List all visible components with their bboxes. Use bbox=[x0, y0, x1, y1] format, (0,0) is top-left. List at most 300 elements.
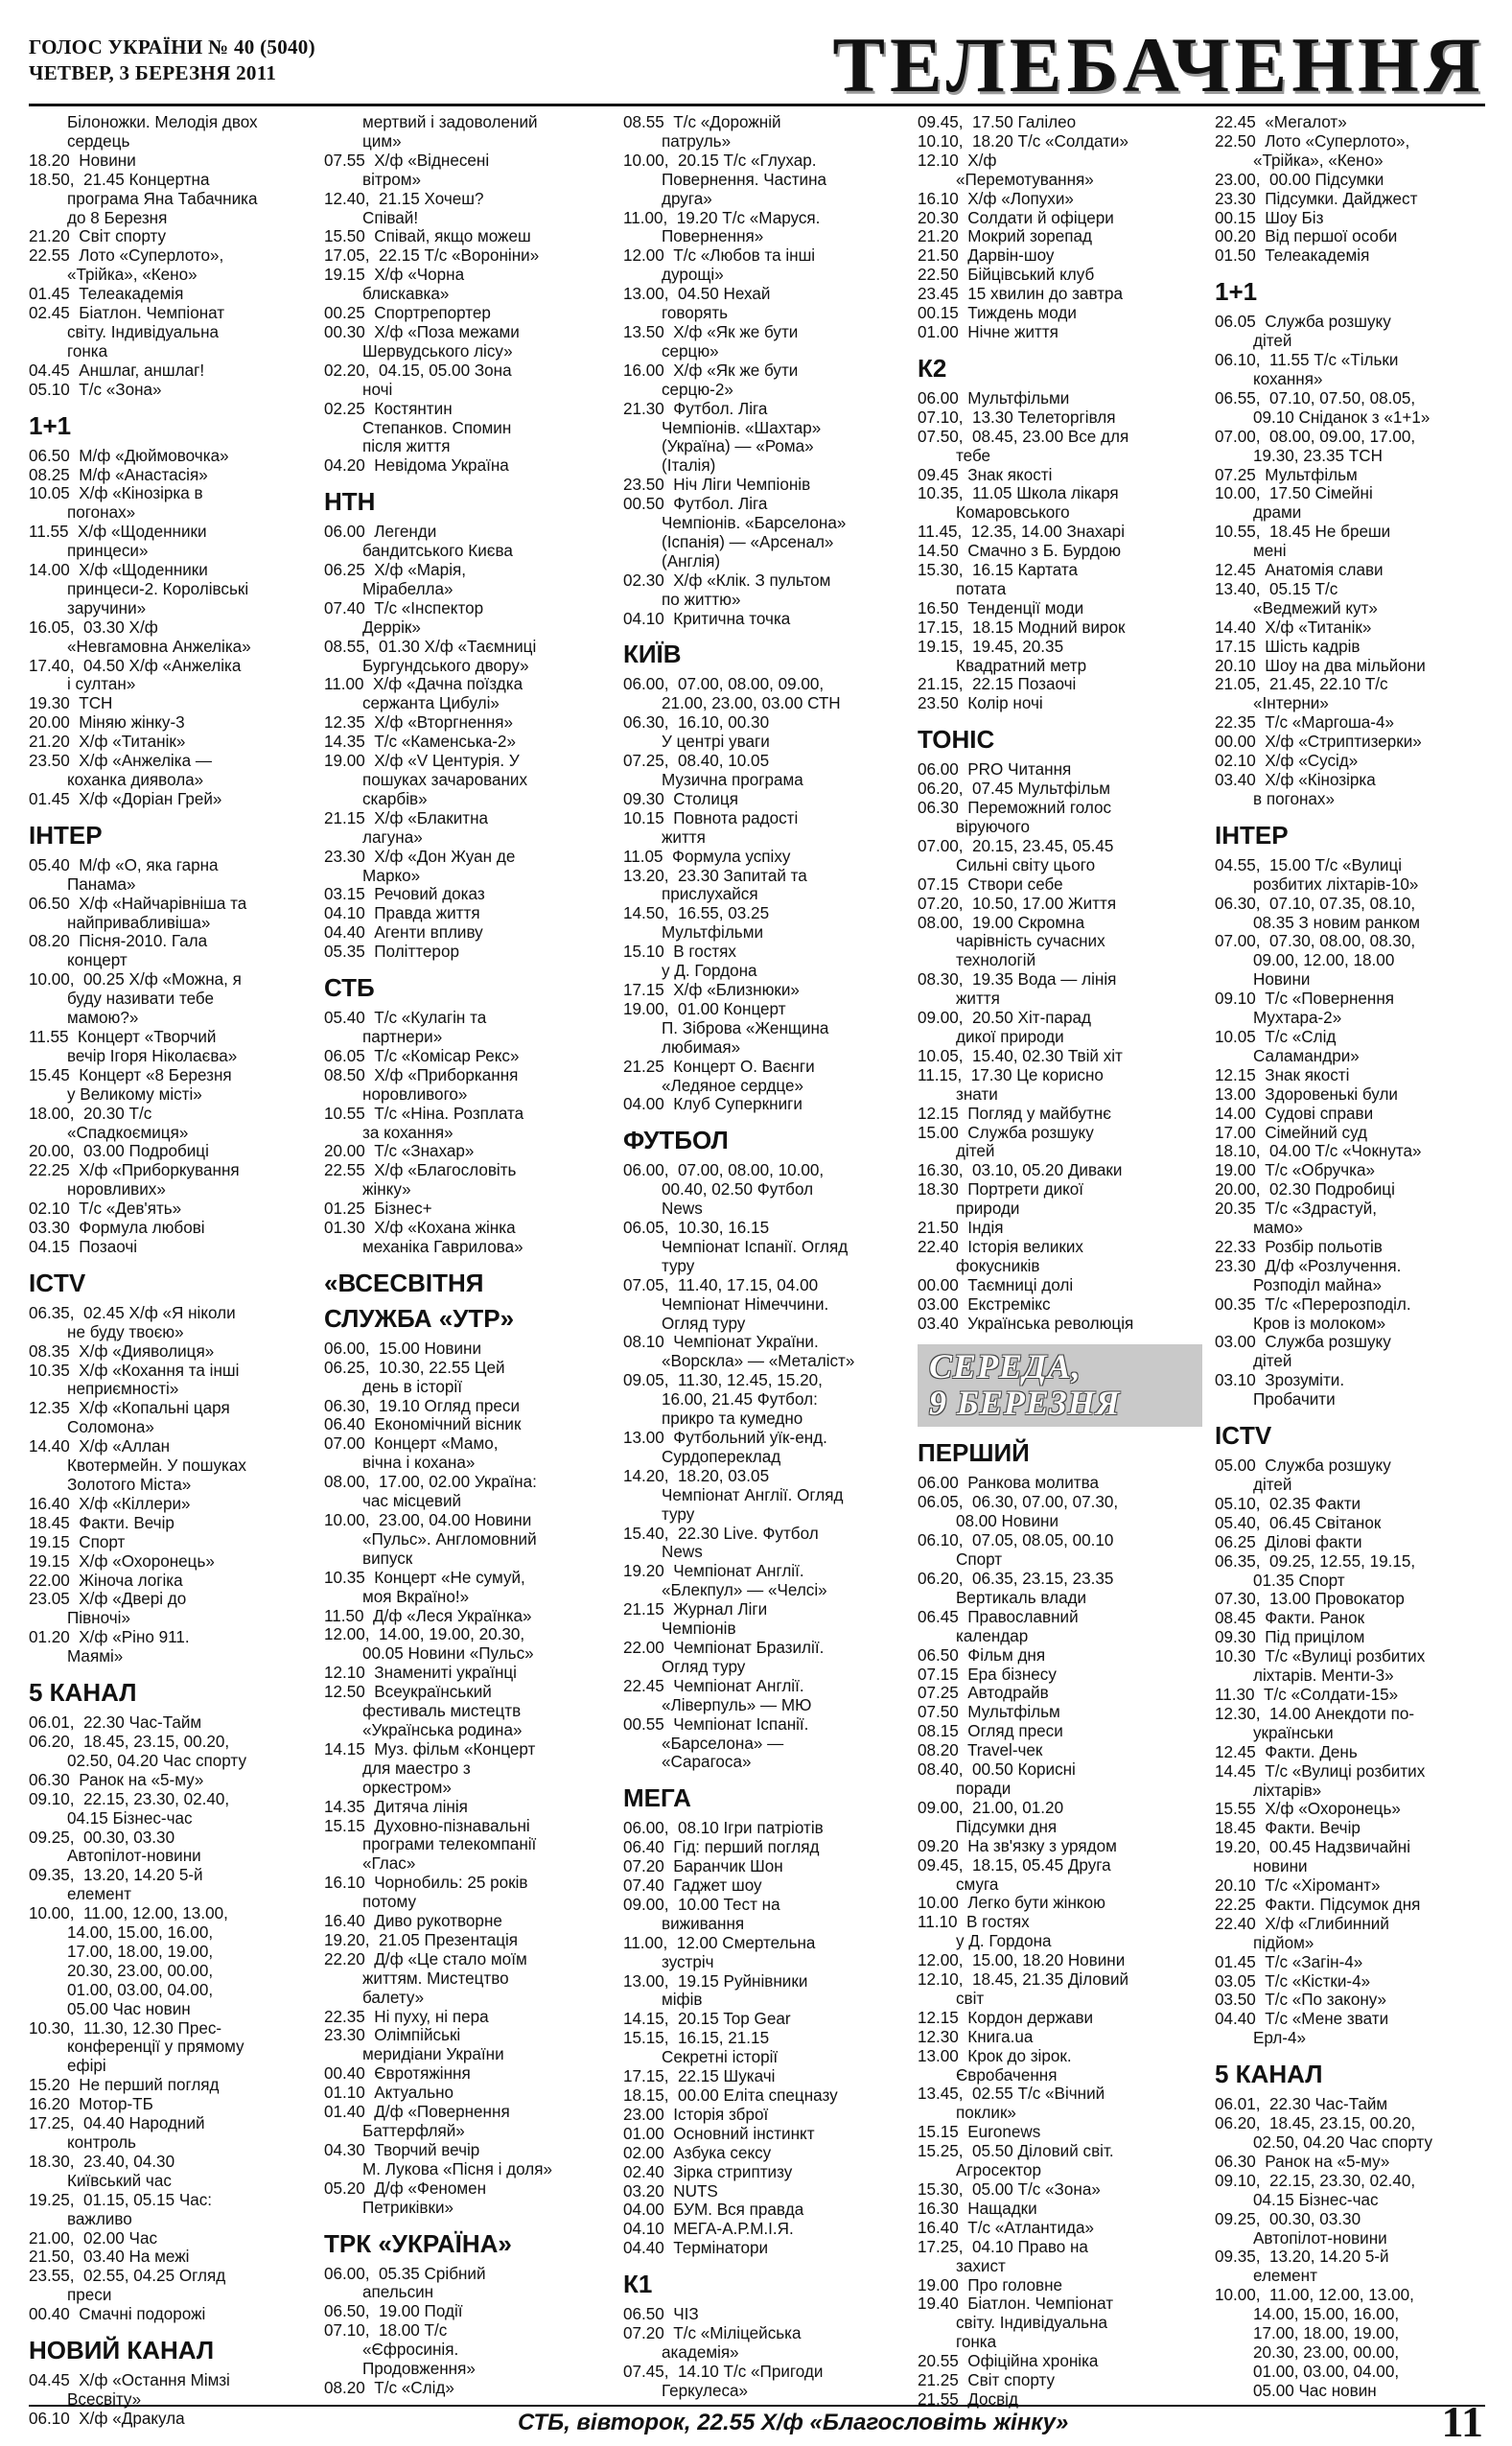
program-continuation: світу. Індивідуальна bbox=[956, 2314, 1108, 2333]
program-continuation: 09.10 Сніданок з «1+1» bbox=[1253, 408, 1431, 427]
program-continuation: 04.15 Бізнес-час bbox=[67, 1808, 193, 1828]
masthead-divider bbox=[29, 104, 1485, 106]
program-entry: 05.40 Т/с «Кулагін та bbox=[324, 1009, 487, 1028]
program-continuation: Продовження» bbox=[362, 2360, 476, 2379]
program-entry: 07.25 Мультфільм bbox=[1215, 465, 1358, 484]
program-entry: 12.00, 15.00, 18.20 Новини bbox=[918, 1951, 1126, 1970]
program-continuation: знати bbox=[956, 1084, 998, 1104]
program-continuation: Автопілот-новини bbox=[67, 1847, 201, 1866]
program-entry: 11.50 Д/ф «Леся Українка» bbox=[324, 1606, 532, 1625]
program-entry: 07.00, 20.15, 23.45, 05.45 bbox=[918, 836, 1114, 855]
program-entry: 22.33 Розбір польотів bbox=[1215, 1237, 1383, 1256]
program-entry: 06.40 Економічний вісник bbox=[324, 1415, 522, 1434]
program-entry: 06.00, 07.00, 08.00, 09.00, bbox=[623, 675, 825, 694]
program-entry: 00.40 Смачні подорожі bbox=[29, 2305, 206, 2324]
program-continuation: поклик» bbox=[956, 2104, 1016, 2123]
program-entry: 22.00 Жіноча логіка bbox=[29, 1571, 183, 1590]
program-entry: 02.20, 04.15, 05.00 Зона bbox=[324, 361, 512, 380]
program-continuation: ліхтарів. Менти-3» bbox=[1253, 1666, 1394, 1686]
program-entry: 19.30 ТСН bbox=[29, 694, 113, 713]
program-entry: 03.10 Зрозуміти. bbox=[1215, 1371, 1345, 1390]
program-continuation: Соломона» bbox=[67, 1418, 154, 1437]
channel-heading: СТБ bbox=[324, 973, 375, 1003]
program-continuation: дикої природи bbox=[956, 1027, 1064, 1046]
program-continuation: (Англія) bbox=[662, 551, 721, 571]
program-continuation: чарівність сучасних bbox=[956, 932, 1105, 951]
program-entry: 16.10 Чорнобиль: 25 років bbox=[324, 1874, 528, 1893]
program-continuation: Мірабелла» bbox=[362, 579, 454, 598]
program-entry: 06.30 Переможний голос bbox=[918, 799, 1112, 818]
program-entry: 09.00, 10.00 Тест на bbox=[623, 1895, 780, 1914]
program-continuation: час місцевий bbox=[362, 1492, 462, 1511]
program-entry: 08.55 Т/с «Дорожній bbox=[623, 113, 781, 131]
program-entry: 10.30, 11.30, 12.30 Прес- bbox=[29, 2018, 222, 2038]
program-entry: 10.55 Т/с «Ніна. Розплата bbox=[324, 1104, 524, 1123]
program-entry: 00.00 Таємниці долі bbox=[918, 1275, 1074, 1294]
program-continuation: фокусників bbox=[956, 1256, 1040, 1275]
program-entry: 20.10 Т/с «Хіромант» bbox=[1215, 1876, 1381, 1896]
program-entry: 03.00 Екстремікс bbox=[918, 1294, 1051, 1314]
program-entry: 15.30, 05.00 Т/с «Зона» bbox=[918, 2180, 1101, 2199]
program-entry: 11.10 В гостях bbox=[918, 1913, 1030, 1932]
program-entry: 04.45 Аншлаг, аншлаг! bbox=[29, 361, 205, 380]
program-entry: 09.25, 00.30, 03.30 bbox=[1215, 2209, 1361, 2228]
program-entry: 06.30, 16.10, 00.30 bbox=[623, 713, 770, 733]
program-continuation: найпривабливіша» bbox=[67, 913, 211, 932]
program-continuation: принцеси-2. Королівські bbox=[67, 579, 249, 598]
program-entry: 05.20 Д/ф «Феномен bbox=[324, 2178, 487, 2198]
program-entry: 10.35 Х/ф «Кохання та інші bbox=[29, 1361, 240, 1380]
program-entry: 08.45 Факти. Ранок bbox=[1215, 1609, 1365, 1628]
program-entry: 10.00, 17.50 Сімейні bbox=[1215, 484, 1373, 503]
program-entry: 16.40 Т/с «Атлантида» bbox=[918, 2218, 1095, 2237]
program-continuation: (Іспанія) — «Арсенал» bbox=[662, 532, 834, 551]
program-entry: 01.40 Д/ф «Повернення bbox=[324, 2103, 510, 2122]
program-entry: 22.55 Х/ф «Благословіть bbox=[324, 1161, 517, 1180]
program-entry: 08.40, 00.50 Корисні bbox=[918, 1760, 1076, 1780]
program-entry: 22.50 Лото «Суперлото», bbox=[1215, 131, 1410, 151]
program-continuation: жінку» bbox=[362, 1180, 411, 1200]
program-entry: 06.00, 07.00, 08.00, 10.00, bbox=[623, 1161, 825, 1180]
listing-column-5 bbox=[1215, 113, 1493, 2405]
listing-column-2 bbox=[324, 113, 616, 2405]
program-entry: 12.45 Анатомія слави bbox=[1215, 561, 1384, 580]
channel-heading: ICTV bbox=[29, 1268, 86, 1297]
program-continuation: програми телекомпанії bbox=[362, 1835, 537, 1854]
program-entry: 04.10 Критична точка bbox=[623, 609, 791, 628]
program-continuation: драми bbox=[1253, 503, 1302, 523]
program-continuation: по життю» bbox=[662, 590, 741, 609]
program-continuation: М. Лукова «Пісня і доля» bbox=[362, 2159, 552, 2178]
program-entry: 08.25 М/ф «Анастасія» bbox=[29, 465, 208, 484]
program-entry: 22.50 Бійцівський клуб bbox=[918, 266, 1095, 285]
program-entry: 16.40 Диво рукотворне bbox=[324, 1912, 502, 1931]
program-entry: 09.00, 20.50 Хіт-парад bbox=[918, 1009, 1092, 1028]
program-entry: 21.20 Х/ф «Титанік» bbox=[29, 733, 186, 752]
program-entry: 10.00, 20.15 Т/с «Глухар. bbox=[623, 151, 817, 170]
program-entry: 08.30, 19.35 Вода — лінія bbox=[918, 970, 1117, 990]
program-entry: 05.35 Політтерор bbox=[324, 943, 459, 962]
program-entry: 22.40 Історія великих bbox=[918, 1237, 1083, 1256]
program-entry: 10.55, 18.45 Не бреши bbox=[1215, 523, 1391, 542]
program-entry: 10.15 Повнота радості bbox=[623, 808, 799, 827]
program-entry: 18.15, 00.00 Еліта спецназу bbox=[623, 2086, 838, 2105]
program-entry: 06.00 Мультфільми bbox=[918, 388, 1070, 408]
program-entry: 21.15, 22.15 Позаочі bbox=[918, 675, 1077, 694]
program-entry: 02.30 Х/ф «Клік. З пультом bbox=[623, 571, 831, 590]
program-entry: 15.15, 16.15, 21.15 bbox=[623, 2029, 770, 2048]
program-entry: 23.30 Олімпійські bbox=[324, 2026, 461, 2045]
program-entry: 16.30, 03.10, 05.20 Диваки bbox=[918, 1161, 1123, 1180]
program-entry: 19.00 Про головне bbox=[918, 2275, 1063, 2295]
program-entry: 01.45 Х/ф «Доріан Грей» bbox=[29, 789, 222, 808]
program-continuation: 14.00, 15.00, 16.00, bbox=[1253, 2305, 1400, 2324]
program-continuation: 01.00, 03.00, 04.00, bbox=[67, 1980, 214, 1999]
program-entry: 07.20 Т/с «Міліцейська bbox=[623, 2324, 802, 2343]
program-entry: 19.00 Т/с «Обручка» bbox=[1215, 1161, 1375, 1180]
program-entry: 19.15 Спорт bbox=[29, 1532, 126, 1551]
program-entry: 19.15 Х/ф «Охоронець» bbox=[29, 1551, 215, 1571]
program-continuation: і султан» bbox=[67, 675, 136, 694]
program-continuation: серцю-2» bbox=[662, 380, 733, 399]
program-entry: 07.45, 14.10 Т/с «Пригоди bbox=[623, 2362, 824, 2381]
day-banner bbox=[918, 1344, 1202, 1427]
program-entry: 17.15 Х/ф «Близнюки» bbox=[623, 980, 800, 999]
program-continuation: тебе bbox=[956, 446, 991, 465]
program-entry: 19.15 Х/ф «Чорна bbox=[324, 266, 465, 285]
program-entry: 09.30 Столиця bbox=[623, 789, 738, 808]
program-continuation: зустріч bbox=[662, 1952, 714, 1971]
program-entry: 12.10 Х/ф bbox=[918, 151, 997, 170]
program-entry: 09.25, 00.30, 03.30 bbox=[29, 1828, 175, 1847]
program-entry: 04.10 Правда життя bbox=[324, 904, 480, 923]
program-continuation: елемент bbox=[1253, 2267, 1317, 2286]
program-entry: 12.10 Знамениті українці bbox=[324, 1664, 517, 1683]
program-entry: 18.00, 20.30 Т/с bbox=[29, 1104, 152, 1123]
program-continuation: Мухтара-2» bbox=[1253, 1009, 1342, 1028]
program-entry: 15.15 Euronews bbox=[918, 2123, 1041, 2142]
program-entry: 06.50 М/ф «Дюймовочка» bbox=[29, 446, 229, 465]
channel-heading: К2 bbox=[918, 353, 947, 383]
channel-heading: 1+1 bbox=[1215, 277, 1258, 307]
program-entry: 21.25 Концерт О. Ваєнги bbox=[623, 1057, 815, 1076]
program-entry: 21.50 Дарвін-шоу bbox=[918, 246, 1055, 266]
program-entry: 06.01, 22.30 Час-Тайм bbox=[1215, 2095, 1388, 2114]
program-entry: 01.25 Бізнес+ bbox=[324, 1200, 432, 1219]
issue-date: ЧЕТВЕР, 3 БЕРЕЗНЯ 2011 bbox=[29, 61, 277, 84]
program-entry: 00.15 Шоу Біз bbox=[1215, 208, 1324, 227]
program-continuation: Автопілот-новини bbox=[1253, 2228, 1387, 2248]
program-continuation: елемент bbox=[67, 1885, 131, 1904]
program-continuation: у Д. Гордона bbox=[662, 962, 757, 981]
program-continuation: бандитського Києва bbox=[362, 542, 513, 561]
program-continuation: Сильні світу цього bbox=[956, 855, 1096, 874]
program-entry: 17.15 Шість кадрів bbox=[1215, 637, 1361, 656]
channel-heading: КИЇВ bbox=[623, 640, 682, 669]
program-entry: 08.55, 01.30 Х/ф «Таємниці bbox=[324, 637, 537, 656]
program-continuation: мені bbox=[1253, 542, 1287, 561]
program-entry: 18.20 Новини bbox=[29, 151, 136, 170]
program-continuation: академія» bbox=[662, 2342, 739, 2362]
program-continuation: «Сарагоса» bbox=[662, 1753, 752, 1772]
program-entry: 06.55, 07.10, 07.50, 08.05, bbox=[1215, 388, 1416, 408]
program-continuation: мамою?» bbox=[67, 1009, 139, 1028]
listing-column-1 bbox=[29, 113, 316, 2428]
program-entry: 14.35 Т/с «Каменська-2» bbox=[324, 733, 516, 752]
program-continuation: ліхтарів» bbox=[1253, 1781, 1322, 1800]
program-entry: 07.10, 18.00 Т/с bbox=[324, 2321, 448, 2341]
program-continuation: підйом» bbox=[1253, 1933, 1314, 1952]
program-entry: 10.05, 15.40, 02.30 Твій хіт bbox=[918, 1046, 1123, 1065]
program-entry: 22.35 Т/с «Маргоша-4» bbox=[1215, 713, 1395, 733]
program-entry: 14.20, 18.20, 03.05 bbox=[623, 1466, 770, 1485]
program-continuation: 02.50, 04.20 Час спорту bbox=[67, 1751, 247, 1770]
program-continuation: поради bbox=[956, 1779, 1012, 1798]
program-entry: 20.00, 02.30 Подробиці bbox=[1215, 1180, 1395, 1200]
program-continuation: Ерл-4» bbox=[1253, 2029, 1307, 2048]
program-entry: 14.15, 20.15 Top Gear bbox=[623, 2010, 791, 2029]
program-entry: 23.05 Х/ф «Двері до bbox=[29, 1590, 187, 1609]
program-continuation: дітей bbox=[1253, 1352, 1292, 1371]
program-entry: 06.10, 07.05, 08.05, 00.10 bbox=[918, 1531, 1114, 1550]
program-continuation: конференції у прямому bbox=[67, 2038, 244, 2057]
program-entry: 21.05, 21.45, 22.10 Т/с bbox=[1215, 675, 1388, 694]
program-continuation: 08.00 Новини bbox=[956, 1512, 1058, 1531]
program-continuation: Марко» bbox=[362, 866, 421, 885]
program-entry: 09.45, 17.50 Галілео bbox=[918, 113, 1077, 131]
program-entry: 12.30, 14.00 Анекдоти по- bbox=[1215, 1704, 1415, 1723]
program-continuation: П. Зіброва «Женщина bbox=[662, 1018, 829, 1037]
program-continuation: Київський час bbox=[67, 2171, 172, 2190]
program-entry: 07.30, 13.00 Провокатор bbox=[1215, 1590, 1405, 1609]
channel-heading: ФУТБОЛ bbox=[623, 1126, 729, 1155]
channel-heading: 5 КАНАЛ bbox=[29, 1678, 137, 1708]
program-continuation: світу. Індивідуальна bbox=[67, 322, 220, 341]
program-continuation: партнери» bbox=[362, 1027, 443, 1046]
program-continuation: міфів bbox=[662, 1991, 703, 2010]
program-entry: 06.00, 15.00 Новини bbox=[324, 1339, 482, 1358]
program-entry: 21.50 Індія bbox=[918, 1219, 1004, 1238]
program-entry: 04.20 Невідома Україна bbox=[324, 456, 509, 476]
program-entry: 06.20, 18.45, 23.15, 00.20, bbox=[29, 1732, 230, 1751]
program-continuation: «Спадкоємиця» bbox=[67, 1123, 189, 1142]
program-entry: 17.25, 04.40 Народний bbox=[29, 2114, 205, 2133]
program-entry: 17.15, 22.15 Шукачі bbox=[623, 2067, 776, 2086]
program-continuation: Вертикаль влади bbox=[956, 1588, 1087, 1607]
program-entry: 07.50 Мультфільм bbox=[918, 1703, 1060, 1722]
program-entry: 07.00 Концерт «Мамо, bbox=[324, 1434, 499, 1454]
program-continuation: оркестром» bbox=[362, 1778, 452, 1797]
program-continuation: Комаровського bbox=[956, 503, 1070, 523]
program-entry: 11.05 Формула успіху bbox=[623, 847, 791, 866]
program-continuation: любимая» bbox=[662, 1037, 741, 1057]
program-continuation: «Блекпул» — «Челсі» bbox=[662, 1581, 827, 1600]
program-entry: 11.55 Концерт «Творчий bbox=[29, 1027, 217, 1046]
program-entry: 17.00 Сімейний суд bbox=[1215, 1123, 1368, 1142]
program-entry: 02.45 Біатлон. Чемпіонат bbox=[29, 304, 225, 323]
program-entry: 06.20, 07.45 Мультфільм bbox=[918, 780, 1111, 799]
channel-heading: ТРК «УКРАЇНА» bbox=[324, 2228, 512, 2258]
program-continuation: «Ведмежий кут» bbox=[1253, 598, 1378, 617]
program-continuation: життям. Мистецтво bbox=[362, 1968, 509, 1988]
program-entry: 03.40 Українська революція bbox=[918, 1314, 1134, 1333]
channel-heading: ІНТЕР bbox=[1215, 820, 1289, 850]
program-continuation: коханка диявола» bbox=[67, 771, 204, 789]
program-entry: 06.30 Ранок на «5-му» bbox=[1215, 2152, 1390, 2171]
program-entry: 15.40, 22.30 Live. Футбол bbox=[623, 1524, 819, 1543]
program-entry: 06.30, 07.10, 07.35, 08.10, bbox=[1215, 894, 1416, 913]
program-continuation: Квадратний метр bbox=[956, 656, 1087, 675]
program-entry: 07.50, 08.45, 23.00 Все для bbox=[918, 427, 1129, 446]
program-continuation: серцю» bbox=[662, 341, 719, 361]
program-entry: 11.45, 12.35, 14.00 Знахарі bbox=[918, 523, 1125, 542]
program-entry: 10.00, 11.00, 12.00, 13.00, bbox=[29, 1904, 228, 1923]
program-continuation: Білоножки. Мелодія двох bbox=[67, 113, 258, 131]
program-entry: 06.50 Х/ф «Найчарівніша та bbox=[29, 894, 247, 913]
program-continuation: Квотермейн. У пошуках bbox=[67, 1456, 246, 1476]
footer-highlight: СТБ, вівторок, 22.55 Х/ф «Благословіть жінку» bbox=[518, 2410, 1069, 2435]
program-continuation: гонка bbox=[67, 341, 108, 361]
program-continuation: Чемпіонат Іспанії. Огляд bbox=[662, 1237, 849, 1256]
program-entry: 06.35, 02.45 Х/ф «Я ніколи bbox=[29, 1303, 236, 1322]
program-continuation: потому bbox=[362, 1893, 417, 1912]
program-entry: 06.20, 18.45, 23.15, 00.20, bbox=[1215, 2114, 1416, 2133]
channel-heading: НОВИЙ КАНАЛ bbox=[29, 2336, 215, 2365]
channel-heading: 5 КАНАЛ bbox=[1215, 2060, 1323, 2089]
program-continuation: Розподіл майна» bbox=[1253, 1275, 1382, 1294]
program-entry: 10.35, 11.05 Школа лікаря bbox=[918, 484, 1119, 503]
program-entry: 09.35, 13.20, 14.20 5-й bbox=[29, 1866, 203, 1885]
program-entry: 06.01, 22.30 Час-Тайм bbox=[29, 1713, 202, 1733]
program-entry: 10.00, 23.00, 04.00 Новини bbox=[324, 1511, 532, 1529]
program-entry: 22.25 Факти. Підсумок дня bbox=[1215, 1895, 1421, 1914]
program-entry: 21.30 Футбол. Ліга bbox=[623, 399, 768, 418]
program-entry: 14.15 Муз. фільм «Концерт bbox=[324, 1739, 536, 1759]
program-entry: 06.45 Православний bbox=[918, 1607, 1079, 1626]
program-continuation: вечір Ігоря Ніколаєва» bbox=[67, 1046, 238, 1065]
program-entry: 17.15, 18.15 Модний вирок bbox=[918, 617, 1126, 637]
program-continuation: програма Яна Табачника bbox=[67, 189, 258, 208]
program-entry: 22.45 «Мегалот» bbox=[1215, 113, 1347, 131]
program-continuation: 19.30, 23.35 ТСН bbox=[1253, 446, 1383, 465]
program-entry: 06.05, 10.30, 16.15 bbox=[623, 1219, 770, 1238]
program-entry: 06.50, 19.00 Події bbox=[324, 2302, 463, 2321]
program-continuation: Підсумки дня bbox=[956, 1817, 1058, 1836]
program-continuation: «Ліверпуль» — МЮ bbox=[662, 1695, 812, 1714]
program-entry: 06.00 Ранкова молитва bbox=[918, 1474, 1100, 1493]
program-entry: 10.00 Легко бути жінкою bbox=[918, 1894, 1105, 1913]
program-entry: 06.50 ЧІЗ bbox=[623, 2305, 699, 2324]
program-continuation: принцеси» bbox=[67, 542, 149, 561]
program-continuation: не буду твоєю» bbox=[67, 1322, 184, 1341]
channel-heading: ПЕРШИЙ bbox=[918, 1438, 1030, 1468]
program-entry: 23.45 15 хвилин до завтра bbox=[918, 285, 1124, 304]
program-continuation: ефірі bbox=[67, 2057, 106, 2076]
program-continuation: Саламандри» bbox=[1253, 1046, 1360, 1065]
program-entry: 19.20, 00.45 Надзвичайні bbox=[1215, 1838, 1411, 1857]
program-continuation: (Італія) bbox=[662, 456, 716, 476]
program-entry: 12.35 Х/ф «Вторгнення» bbox=[324, 713, 514, 733]
program-continuation: 08.35 З новим ранком bbox=[1253, 913, 1421, 932]
program-entry: 18.30 Портрети дикої bbox=[918, 1180, 1084, 1200]
program-entry: 01.00 Нічне життя bbox=[918, 322, 1058, 341]
program-entry: 00.00 Х/ф «Стриптизерки» bbox=[1215, 733, 1422, 752]
program-entry: 08.35 Х/ф «Дияволиця» bbox=[29, 1341, 215, 1361]
program-continuation: вітром» bbox=[362, 170, 421, 189]
program-entry: 07.40 Гаджет шоу bbox=[623, 1876, 762, 1896]
program-entry: 03.40 Х/ф «Кінозірка bbox=[1215, 771, 1376, 789]
program-entry: 08.20 Т/с «Слід» bbox=[324, 2378, 454, 2397]
program-continuation: Секретні історії bbox=[662, 2048, 779, 2067]
program-entry: 13.00 Футбольний уїк-енд. bbox=[623, 1429, 827, 1447]
program-entry: 07.40 Т/с «Інспектор bbox=[324, 598, 484, 617]
program-entry: 21.50, 03.40 На межі bbox=[29, 2248, 190, 2267]
program-entry: 06.30 Ранок на «5-му» bbox=[29, 1770, 204, 1789]
program-entry: 09.30 Під прицілом bbox=[1215, 1628, 1365, 1647]
program-entry: 14.35 Дитяча лінія bbox=[324, 1797, 468, 1816]
program-entry: 07.25 Автодрайв bbox=[918, 1684, 1049, 1703]
program-continuation: «Ворскла» — «Металіст» bbox=[662, 1352, 855, 1371]
program-entry: 16.10 Х/ф «Лопухи» bbox=[918, 189, 1074, 208]
program-entry: 09.00, 21.00, 01.20 bbox=[918, 1798, 1064, 1817]
program-continuation: Спорт bbox=[956, 1550, 1003, 1570]
program-entry: 02.25 Костянтин bbox=[324, 399, 453, 418]
program-entry: 10.00, 11.00, 12.00, 13.00, bbox=[1215, 2286, 1414, 2305]
day-banner-weekday: СЕРЕДА, bbox=[929, 1347, 1082, 1386]
program-continuation: новини bbox=[1253, 1857, 1308, 1876]
program-continuation: день в історії bbox=[362, 1377, 462, 1396]
program-entry: 23.30 Д/ф «Розлучення. bbox=[1215, 1256, 1402, 1275]
masthead-info bbox=[29, 35, 315, 86]
program-continuation: норовливих» bbox=[67, 1180, 166, 1200]
program-continuation: Огляд туру bbox=[662, 1657, 746, 1676]
program-entry: 15.50 Співай, якщо можеш bbox=[324, 227, 531, 246]
program-entry: 04.00 Клуб Суперкниги bbox=[623, 1095, 803, 1114]
program-entry: 06.00 Легенди bbox=[324, 523, 437, 542]
program-continuation: мамо» bbox=[1253, 1219, 1304, 1238]
program-entry: 18.45 Факти. Вечір bbox=[29, 1513, 174, 1532]
program-entry: 23.30 Х/ф «Дон Жуан де bbox=[324, 847, 516, 866]
program-entry: 12.00 Т/с «Любов та інші bbox=[623, 246, 816, 266]
program-entry: 09.35, 13.20, 14.20 5-й bbox=[1215, 2248, 1389, 2267]
program-entry: 06.00, 08.10 Ігри патріотів bbox=[623, 1819, 824, 1838]
program-entry: 07.25, 08.40, 10.05 bbox=[623, 752, 770, 771]
program-entry: 01.50 Телеакадемія bbox=[1215, 246, 1370, 266]
program-entry: 10.00, 00.25 Х/ф «Можна, я bbox=[29, 970, 242, 990]
program-entry: 00.25 Спортрепортер bbox=[324, 304, 491, 323]
program-continuation: меридіани України bbox=[362, 2045, 504, 2064]
program-entry: 16.30 Нащадки bbox=[918, 2199, 1037, 2218]
program-entry: 02.40 Зірка стриптизу bbox=[623, 2162, 793, 2181]
program-entry: 06.35, 09.25, 12.55, 19.15, bbox=[1215, 1551, 1416, 1571]
program-continuation: Чемпіонів. «Шахтар» bbox=[662, 418, 822, 437]
program-continuation: до 8 Березня bbox=[67, 208, 168, 227]
program-entry: 15.15 Духовно-пізнавальні bbox=[324, 1816, 530, 1835]
program-entry: 14.00 Х/ф «Щоденники bbox=[29, 561, 208, 580]
program-continuation: лагуна» bbox=[362, 827, 423, 847]
program-continuation: Півночі» bbox=[67, 1609, 130, 1628]
program-entry: 06.25 Х/ф «Марія, bbox=[324, 561, 466, 580]
program-entry: 00.20 Від першої особи bbox=[1215, 227, 1398, 246]
program-entry: 19.00, 01.00 Концерт bbox=[623, 999, 786, 1018]
program-continuation: Степанков. Спомин bbox=[362, 418, 512, 437]
program-continuation: Євробачення bbox=[956, 2065, 1058, 2085]
program-continuation: 17.00, 18.00, 19.00, bbox=[1253, 2324, 1400, 2343]
program-continuation: життя bbox=[956, 990, 1000, 1009]
program-entry: 12.15 Кордон держави bbox=[918, 2008, 1094, 2027]
program-entry: 13.20, 23.30 Запитай та bbox=[623, 866, 807, 885]
program-entry: 07.05, 11.40, 17.15, 04.00 bbox=[623, 1275, 819, 1294]
